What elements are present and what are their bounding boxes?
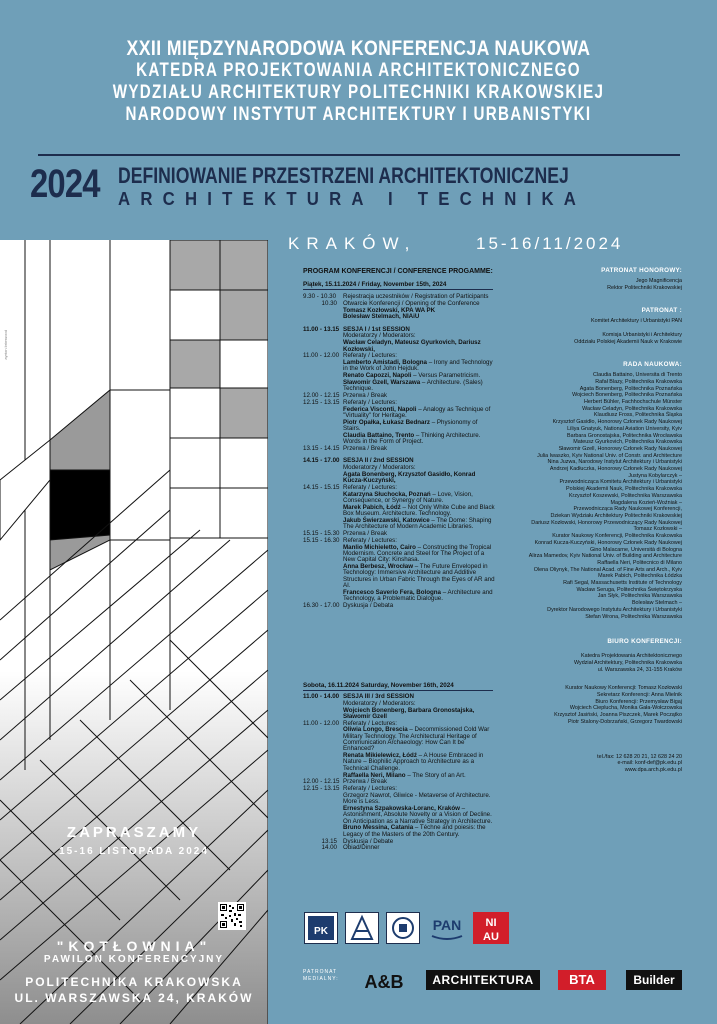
schedule-row bbox=[303, 380, 495, 393]
schedule-time: 11.00 - 12.00 bbox=[303, 719, 340, 727]
office-line: Katedra Projektowania Architektonicznego bbox=[581, 653, 682, 660]
schedule-text: Sławomir Gzell, Warszawa – Architecture. (Sales) Technique. bbox=[343, 379, 483, 393]
schedule-text: Jakub Świerzawski, Katowice – The Dome: Shaping The Architecture of Modern Academic Libraries. bbox=[343, 517, 492, 531]
artwork-credit: ayrton brimwood bbox=[3, 330, 8, 360]
schedule-row bbox=[303, 472, 495, 485]
council-member: Gino Malacarne, Università di Bologna bbox=[590, 546, 682, 553]
council-member: Agata Bonenberg, Politechnika Poznańska bbox=[579, 385, 682, 392]
patronage-line: Oddziału Polskiej Akademii Nauk w Krakowie bbox=[574, 338, 682, 345]
council-member: Klaudiusz Fross, Politechnika Śląska bbox=[593, 412, 682, 419]
schedule-text: Federica Visconti, Napoli – Analogy as Technique of "Virtuality" for Heritage. bbox=[343, 405, 491, 420]
schedule-text: Dyskusja / Debate bbox=[343, 837, 394, 845]
schedule-time: 11.00 - 12.00 bbox=[303, 352, 340, 360]
council-member: Dziekan Wydziału Architektury Politechniki Krakowskiej bbox=[550, 512, 682, 519]
schedule-text: Katarzyna Słuchocka, Poznań – Love, Vision, Consequence, or Synergy of Nature. bbox=[343, 490, 473, 505]
council-member: Marek Pabich, Politechnika Łódzka bbox=[598, 573, 682, 580]
schedule-time bbox=[303, 505, 343, 518]
council-member: Liliya Gnatyuk, National Aviation University, Kyiv bbox=[567, 425, 682, 432]
schedule-text: Francesco Saverio Fera, Bologna – Architecture and Technology, a Problematic Dialogue. bbox=[343, 588, 493, 603]
schedule-time bbox=[303, 590, 343, 603]
schedule-time bbox=[303, 701, 343, 707]
schedule-time bbox=[303, 360, 343, 373]
schedule-time: 14.15 - 15.15 bbox=[303, 484, 340, 492]
schedule-row bbox=[303, 505, 495, 518]
organizer-name: POLITECHNIKA KRAKOWSKA bbox=[25, 975, 243, 989]
builder-logo: Builder bbox=[626, 970, 682, 990]
svg-text:AU: AU bbox=[483, 931, 499, 943]
schedule-time bbox=[303, 492, 343, 505]
schedule-text: Grzegorz Nawrot, Gliwice - Metaverse of Architecture. More is Less. bbox=[343, 791, 491, 806]
patronage-line bbox=[506, 325, 682, 332]
council-member: Wacław Seruga, Politechnika Świętokrzyska bbox=[576, 586, 682, 593]
conference-office-address bbox=[506, 653, 682, 673]
bta-logo: BTA bbox=[558, 970, 606, 990]
schedule-text: Bruno Messina, Catania – Téchne and poiesis: the Legacy of the Masters of the 20th Century. bbox=[343, 824, 486, 838]
patronage-line: Jego Magnificencja bbox=[635, 278, 682, 284]
schedule-row bbox=[303, 845, 495, 851]
schedule-time: 11.00 - 13.15 bbox=[303, 325, 340, 333]
pk-logo bbox=[304, 912, 338, 944]
schedule-text: Piotr Opałka, Łukasz Bednarz – Physionomy of Stairs. bbox=[343, 418, 478, 433]
council-member: Krzysztof Gasidło, Honorowy Członek Rady Naukowej bbox=[552, 419, 682, 426]
schedule-text: Tomasz Kozłowski, KPA WA PK bbox=[343, 306, 436, 314]
schedule-text: Ernestyna Szpakowska-Loranc, Kraków – Astonishment, Absolute Novelty or a Vision of Decline. On Anticipation as a Narrative Strategy in Architecture. bbox=[343, 805, 493, 825]
staff-line: Wojciech Cieplucha, Monika Gała-Wołczowska bbox=[569, 705, 682, 712]
conference-edition: XXII MIĘDZYNARODOWA KONFERENCJA NAUKOWA bbox=[126, 37, 591, 60]
venue-address: UL. WARSZAWSKA 24, KRAKÓW bbox=[14, 991, 254, 1005]
council-member: Magdalena Kozień-Woźniak – bbox=[610, 499, 682, 506]
patronage-line: Komisja Urbanistyki i Architektury bbox=[602, 331, 682, 338]
schedule-time bbox=[303, 753, 343, 772]
council-member: Olena Oliynyk, The National Acad. of Fine Arts and Arch., Kyiv bbox=[533, 566, 682, 573]
council-member: Sławomir Gzell, Honorowy Członek Rady Naukowej bbox=[558, 445, 682, 452]
schedule-time: 15.15 - 16.30 bbox=[303, 536, 340, 544]
schedule-row bbox=[303, 518, 495, 531]
schedule-row bbox=[303, 603, 495, 609]
staff-line: Krzysztof Jasiński, Joanna Piszczek, Marek Początko bbox=[554, 712, 682, 719]
schedule-text: Referaty / Lectures: bbox=[343, 352, 397, 360]
schedule-text: SESJA III / 3rd SESSION bbox=[343, 693, 414, 700]
council-member: Rafał Blazy, Politechnika Krakowska bbox=[595, 378, 682, 385]
council-member: Wojciech Bonenberg, Politechnika Poznańska bbox=[572, 392, 682, 399]
contact-line: e-mail: konf-def@pk.edu.pl bbox=[617, 760, 682, 767]
patronage-line: Komitet Architektury i Urbanistyki PAN bbox=[591, 318, 682, 325]
patronage-list bbox=[506, 318, 682, 345]
schedule-time: 12.00 - 12.15 bbox=[303, 392, 340, 400]
niau-logo bbox=[473, 912, 509, 944]
committee-logo bbox=[386, 912, 420, 944]
council-member: Dyrektor Narodowego Instytutu Architektury i Urbanistyki bbox=[547, 606, 682, 613]
schedule-row bbox=[303, 433, 495, 446]
schedule-text: Rejestracja uczestników / Registration of Participants bbox=[343, 293, 489, 300]
schedule-time: 12.15 - 13.15 bbox=[303, 785, 340, 793]
schedule-text: Moderatorzy / Moderators: bbox=[343, 464, 416, 472]
schedule-time: 9.30 - 10.30 bbox=[303, 293, 337, 300]
day2-schedule bbox=[303, 694, 495, 852]
qr-code-icon bbox=[220, 904, 244, 928]
schedule-time: 12.00 - 12.15 bbox=[303, 778, 340, 786]
schedule-time bbox=[303, 465, 343, 471]
schedule-time bbox=[303, 793, 343, 806]
schedule-text: Wojciech Bonenberg, Barbara Gronostajska, Sławomir Gzell bbox=[343, 706, 475, 720]
schedule-row bbox=[303, 753, 495, 772]
schedule-time: 14.15 - 17.00 bbox=[303, 457, 340, 465]
schedule-row bbox=[303, 727, 495, 752]
conference-title: DEFINIOWANIE PRZESTRZENI ARCHITEKTONICZNEJ bbox=[118, 163, 569, 188]
day1-schedule bbox=[303, 294, 495, 610]
council-member: Julia Iwaszko, Kyiv National Univ. of Constr. and Architecture bbox=[537, 452, 682, 459]
svg-text:A&B: A&B bbox=[364, 972, 404, 992]
schedule-text: SESJA II / 2nd SESSION bbox=[343, 457, 414, 465]
schedule-row bbox=[303, 545, 495, 564]
council-member: Bolesław Stelmach – bbox=[631, 600, 682, 607]
council-member: Krzysztof Koszewski, Politechnika Warszawska bbox=[568, 492, 682, 499]
schedule-row bbox=[303, 340, 495, 353]
schedule-time bbox=[303, 420, 343, 433]
schedule-text: Agata Bonenberg, Krzysztof Gasidło, Konrad Kucza-Kuczyński, bbox=[343, 470, 476, 485]
schedule-text: Renato Capozzi, Napoli – Versus Parametricism. bbox=[343, 372, 481, 380]
wa-logo bbox=[345, 912, 379, 944]
schedule-row bbox=[303, 708, 495, 721]
schedule-row bbox=[303, 492, 495, 505]
schedule-row bbox=[303, 590, 495, 603]
schedule-time bbox=[303, 564, 343, 589]
invite-heading: ZAPRASZAMY bbox=[66, 824, 202, 841]
council-member: Wacław Celadyn, Politechnika Krakowska bbox=[582, 405, 682, 412]
conference-office-heading: BIURO KONFERENCJI: bbox=[607, 638, 682, 646]
schedule-time: 13.15 - 14.15 bbox=[303, 445, 340, 453]
schedule-text: Przerwa / Break bbox=[343, 530, 388, 538]
council-member: Przewodnicząca Komitetu Architektury i Urbanistyki bbox=[559, 479, 682, 486]
schedule-time: 10.30 bbox=[321, 299, 337, 307]
council-member: Mateusz Gyurkovich, Politechnika Krakowska bbox=[573, 439, 682, 446]
council-member: Claudia Battaino, Universita di Trento bbox=[593, 372, 682, 379]
schedule-text: Dyskusja / Debata bbox=[343, 601, 394, 609]
schedule-row bbox=[303, 360, 495, 373]
council-member: Polskiej Akademii Nauk, Politechnika Krakowska bbox=[566, 486, 682, 493]
schedule-text: Referaty / Lectures: bbox=[343, 536, 397, 544]
schedule-time bbox=[303, 407, 343, 420]
invite-dates: 15-16 LISTOPADA 2024 bbox=[59, 846, 209, 857]
schedule-time bbox=[303, 708, 343, 721]
schedule-text: Referaty / Lectures: bbox=[343, 719, 397, 727]
schedule-text: Bolesław Stelmach, NIAiU bbox=[343, 313, 420, 321]
header-divider-top bbox=[38, 154, 680, 156]
schedule-text: Przerwa / Break bbox=[343, 445, 388, 453]
office-line: Wydział Architektury, Politechnika Krakowska bbox=[573, 659, 682, 666]
council-member: Kurator Naukowy Konferencji, Politechnika Krakowska bbox=[552, 533, 682, 540]
media-patronage-label: PATRONAT MEDIALNY: bbox=[303, 969, 339, 982]
schedule-text: Referaty / Lectures: bbox=[343, 398, 397, 406]
conference-year: 2024 bbox=[30, 162, 100, 206]
council-member: Jan Słyk, Politechnika Warszawska bbox=[597, 593, 682, 600]
schedule-text: Otwarcie Konferencji / Opening of the Conference bbox=[343, 299, 480, 307]
day1-header: Piątek, 15.11.2024 / Friday, November 15th, 2024 bbox=[303, 281, 493, 290]
day2-header: Sobota, 16.11.2024 Saturday, November 16th, 2024 bbox=[303, 682, 493, 691]
schedule-row bbox=[303, 564, 495, 589]
program-title: PROGRAM KONFERENCJI / CONFERENCE PROGAMME: bbox=[303, 268, 493, 275]
council-member: Alirza Mamedov, Kyiv National Univ. of Building and Architecture bbox=[528, 553, 682, 560]
schedule-text: Moderatorzy / Moderators: bbox=[343, 332, 416, 340]
council-member: Andrzej Kadłuczka, Honorowy Członek Rady Naukowej bbox=[549, 466, 682, 473]
schedule-time: 12.15 - 13.15 bbox=[303, 398, 340, 406]
scientific-council-heading: RADA NAUKOWA: bbox=[623, 361, 682, 369]
schedule-text: Oliwia Longo, Brescia – Decommissioned Cold War Military Technology. The Architectural Heritage of Communication Archaeology: How Can It be Enhanced? bbox=[343, 726, 490, 753]
schedule-time bbox=[303, 727, 343, 752]
schedule-row bbox=[303, 446, 495, 452]
department-name: KATEDRA PROJEKTOWANIA ARCHITEKTONICZNEGO bbox=[136, 60, 581, 81]
schedule-time bbox=[303, 308, 343, 314]
conference-subtitle: ARCHITEKTURA I TECHNIKA bbox=[118, 189, 587, 209]
schedule-time bbox=[303, 825, 343, 838]
schedule-text: Referaty / Lectures: bbox=[343, 484, 397, 492]
council-member: Tomasz Kozłowski – bbox=[633, 526, 682, 533]
faculty-name: WYDZIAŁU ARCHITEKTURY POLITECHNIKI KRAKOWSKIEJ bbox=[112, 82, 605, 103]
schedule-text: Moderatorzy / Moderators: bbox=[343, 699, 416, 707]
schedule-text: Przerwa / Break bbox=[343, 392, 388, 400]
schedule-row bbox=[303, 407, 495, 420]
schedule-time bbox=[303, 333, 343, 339]
schedule-text: Raffaella Neri, Milano – The Story of an Art. bbox=[343, 771, 466, 779]
pan-logo bbox=[428, 912, 466, 944]
schedule-text: Claudia Battaino, Trento – Thinking Architecture. Words in the Form of Project. bbox=[343, 431, 481, 446]
schedule-time bbox=[303, 518, 343, 531]
schedule-time: 16.30 - 17.00 bbox=[303, 601, 340, 609]
council-member: Barbara Gronostajska, Politechnika Wrocławska bbox=[567, 432, 682, 439]
schedule-row bbox=[303, 825, 495, 838]
venue-name: "KOTŁOWNIA" bbox=[56, 938, 212, 954]
council-member: Konrad Kucza-Kuczyński, Honorowy Członek Rady Naukowej bbox=[534, 539, 682, 546]
qr-code[interactable] bbox=[218, 902, 246, 930]
schedule-text: Referaty / Lectures: bbox=[343, 785, 397, 793]
council-member: Justyna Kobylarczyk – bbox=[628, 472, 682, 479]
svg-text:NI: NI bbox=[485, 917, 497, 929]
svg-text:PAN: PAN bbox=[432, 917, 462, 933]
conference-dates: 15-16/11/2024 bbox=[476, 234, 624, 253]
schedule-text: SESJA I / 1st SESSION bbox=[343, 325, 410, 333]
staff-line: Biuro Konferencji: Przemysław Bigaj bbox=[595, 698, 682, 705]
council-member: Raffaella Neri, Politecnico di Milano bbox=[597, 559, 682, 566]
svg-text:PK: PK bbox=[314, 926, 328, 937]
council-member: Rafi Segal, Massachusetts Institute of Technology bbox=[563, 580, 682, 587]
council-member: Przewodnicząca Rady Naukowej Konferencji, bbox=[573, 506, 682, 513]
schedule-row bbox=[303, 314, 495, 320]
city: KRAKÓW, bbox=[288, 234, 417, 253]
schedule-row bbox=[303, 793, 495, 806]
council-member: Herbert Bühler, Fachhochschule Münster bbox=[584, 399, 682, 406]
council-member: Dariusz Kozłowski, Honorowy Przewodniczący Rady Naukowej bbox=[531, 519, 682, 526]
schedule-text: Lamberto Amistadi, Bologna – Irony and Technology in the Work of John Hejduk. bbox=[343, 359, 493, 373]
committee-column bbox=[506, 267, 682, 774]
schedule-time bbox=[303, 806, 343, 825]
schedule-time: 11.00 - 14.00 bbox=[303, 693, 340, 700]
council-member: Stefan Wrona, Politechnika Warszawska bbox=[585, 613, 682, 620]
institute-name: NARODOWY INSTYTUT ARCHITEKTURY I URBANISTYKI bbox=[125, 104, 592, 125]
venue-subtitle: PAWILON KONFERENCYJNY bbox=[43, 954, 225, 965]
schedule-row bbox=[303, 420, 495, 433]
office-line: ul. Warszawska 24, 31-155 Kraków bbox=[597, 666, 682, 673]
ab-logo bbox=[362, 968, 406, 994]
schedule-time bbox=[303, 373, 343, 379]
schedule-text: Obiad/Dinner bbox=[343, 844, 380, 852]
schedule-time: 13.15 bbox=[321, 837, 337, 845]
schedule-time bbox=[303, 340, 343, 353]
architektura-logo: ARCHITEKTURA bbox=[426, 970, 540, 990]
staff-line: Piotr Stalony-Dobrzański, Grzegorz Twardowski bbox=[567, 718, 682, 725]
staff-line: Sekretarz Konferencji: Anna Mielnik bbox=[596, 692, 682, 699]
schedule-text: Anna Berbesz, Wrocław – The Future Enveloped in Technology: Immersive Architecture and Additive Structures in Urban Fabric Through the Eyes of AR and AI. bbox=[343, 563, 495, 589]
schedule-row bbox=[303, 806, 495, 825]
schedule-time bbox=[303, 545, 343, 564]
schedule-time bbox=[303, 472, 343, 485]
schedule-time bbox=[303, 314, 343, 320]
schedule-time bbox=[303, 380, 343, 393]
schedule-text: Marek Pabich, Łódź – Not Only White Cube and Black Box Museum. Architecture. Technology. bbox=[343, 503, 495, 518]
schedule-text: Wacław Celadyn, Mateusz Gyurkovich, Dariusz Kozłowski, bbox=[343, 339, 481, 353]
contact-info bbox=[506, 754, 682, 774]
schedule-text: Manlio Michieletto, Cairo – Constructing the Tropical Modernism. Concrete and Steel for The Project of a New Capital City: Kinshasa. bbox=[343, 543, 492, 564]
contact-line: tel./fax: 12 628 20 21, 12 628 24 20 bbox=[597, 753, 682, 760]
patronage-line: Rektor Politechniki Krakowskiej bbox=[607, 284, 682, 291]
staff-line: Kurator Naukowy Konferencji: Tomasz Kozłowski bbox=[565, 685, 682, 692]
schedule-time: 14.00 bbox=[321, 844, 337, 852]
council-member: Nina Juzwa, Narodowy Instytut Architektury i Urbanistyki bbox=[547, 459, 682, 466]
scientific-council-list bbox=[506, 372, 682, 620]
schedule-text: Przerwa / Break bbox=[343, 778, 388, 786]
patronage-heading: PATRONAT : bbox=[641, 307, 682, 315]
conference-staff-list bbox=[506, 685, 682, 725]
contact-line: www.dpa.arch.pk.edu.pl bbox=[624, 766, 682, 773]
schedule-time: 15.15 - 15.30 bbox=[303, 530, 340, 538]
schedule-text: Renata Mikielewicz, Łódź – A House Embraced in Nature – Biophilic Approach to Architecture as a Technical Challenge. bbox=[343, 752, 484, 772]
honorary-patronage-list bbox=[506, 278, 682, 291]
honorary-patronage-heading: PATRONAT HONOROWY: bbox=[601, 267, 682, 274]
schedule-time bbox=[303, 433, 343, 446]
